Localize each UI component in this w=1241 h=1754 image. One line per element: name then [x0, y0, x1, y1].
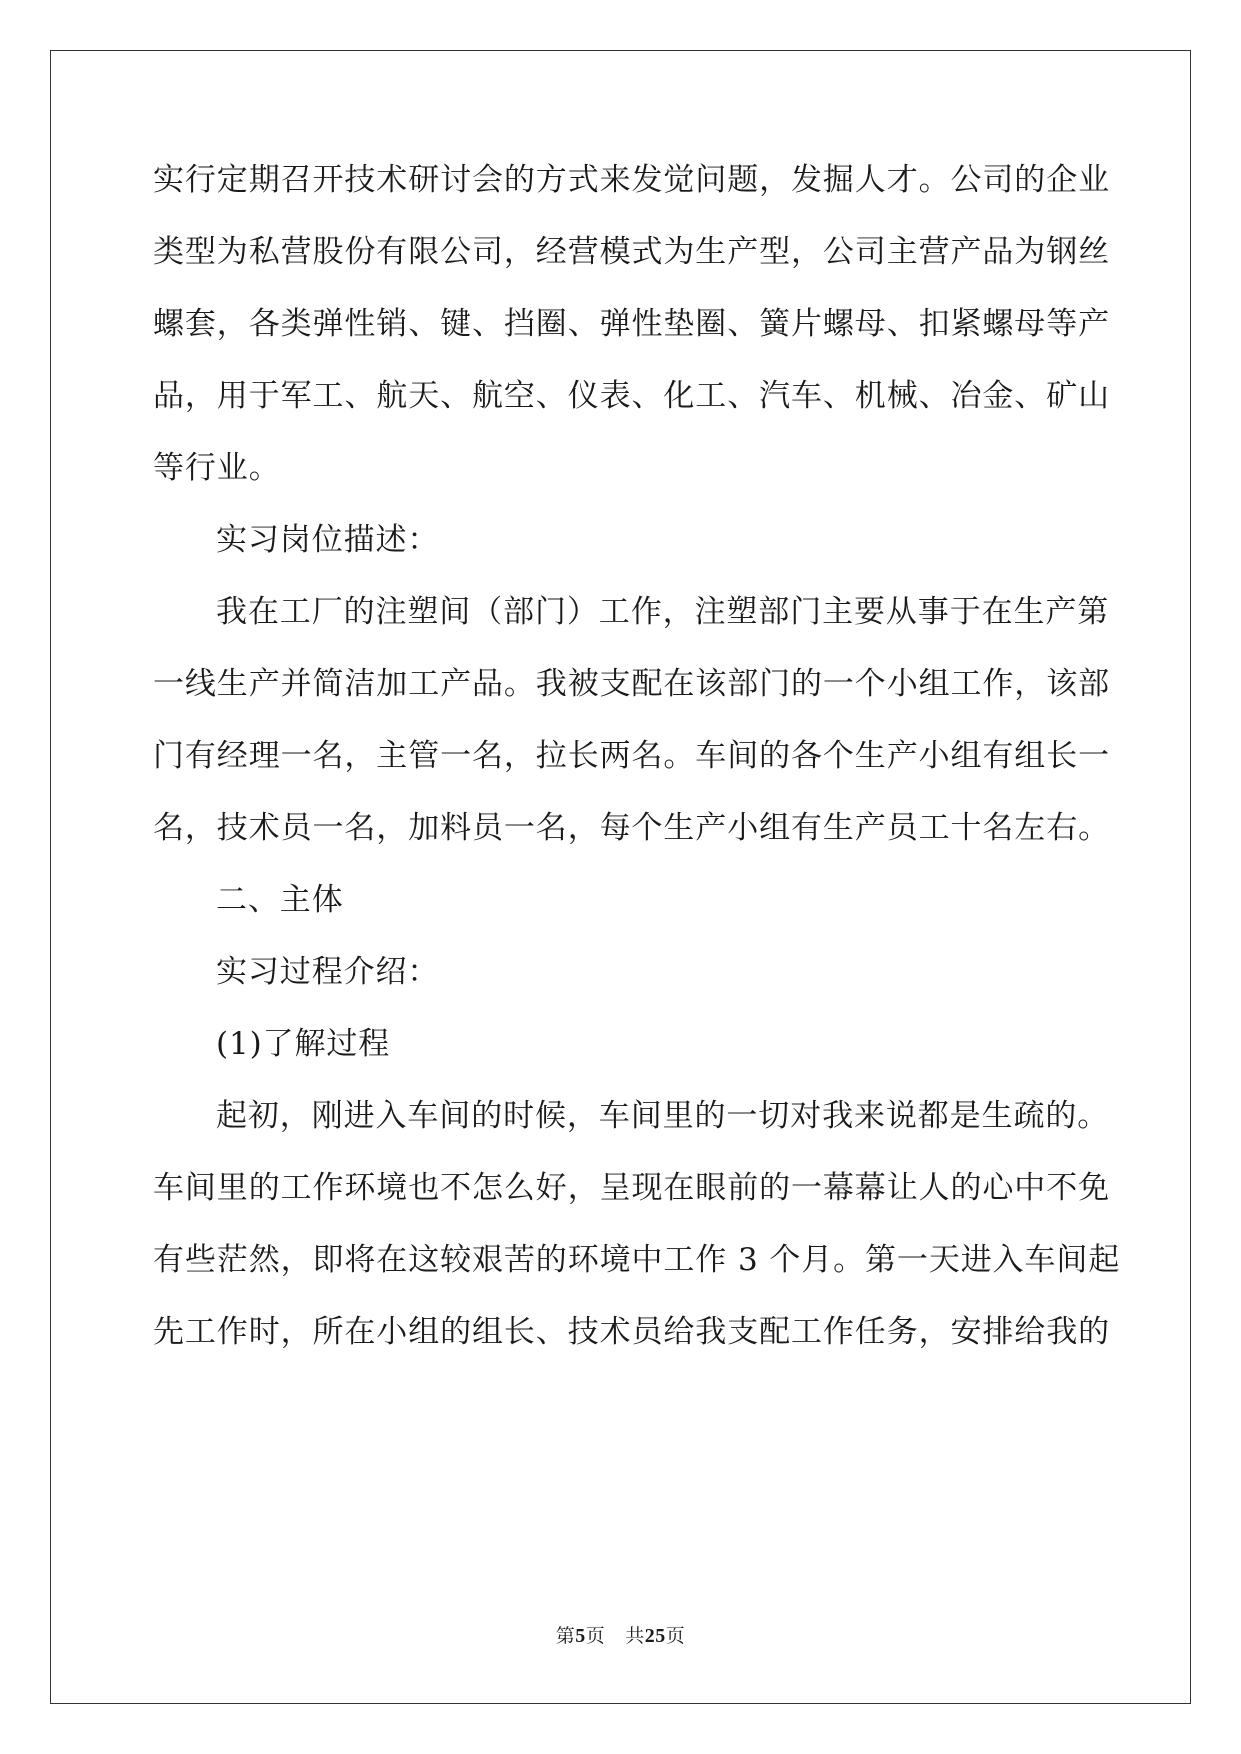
page-footer: [0, 1624, 1241, 1648]
text-line-2: 类型为私营股份有限公司，经营模式为生产型，公司主营产品为钢丝: [153, 234, 1110, 270]
text-line-3: 螺套，各类弹性销、键、挡圈、弹性垫圈、簧片螺母、扣紧螺母等产: [153, 306, 1110, 342]
subsection-heading-understanding-process: (1)了解过程: [216, 1026, 391, 1062]
footer-page-suffix: 页: [585, 1625, 606, 1647]
footer-page-prefix: 第: [555, 1625, 576, 1647]
text-line-7: 我在工厂的注塑间（部门）工作，注塑部门主要从事于在生产第: [216, 594, 1110, 630]
text-line-1: 实行定期召开技术研讨会的方式来发觉问题，发掘人才。公司的企业: [153, 162, 1110, 198]
section-heading-internship-process: 实习过程介绍：: [216, 954, 440, 990]
text-line-16: 有些茫然，即将在这较艰苦的环境中工作 3 个月。第一天进入车间起: [153, 1242, 1121, 1278]
text-line-8: 一线生产并简洁加工产品。我被支配在该部门的一个小组工作，该部: [153, 666, 1110, 702]
text-line-9: 门有经理一名，主管一名，拉长两名。车间的各个生产小组有组长一: [153, 738, 1110, 774]
footer-page-number: 5: [575, 1625, 586, 1647]
footer-total-suffix: 页: [665, 1625, 686, 1647]
section-heading-main-body: 二、主体: [216, 882, 344, 918]
footer-total-prefix: 共: [625, 1625, 645, 1647]
text-line-14: 起初，刚进入车间的时候，车间里的一切对我来说都是生疏的。: [216, 1098, 1110, 1134]
text-line-15: 车间里的工作环境也不怎么好，呈现在眼前的一幕幕让人的心中不免: [153, 1170, 1110, 1206]
section-heading-job-description: 实习岗位描述：: [216, 522, 440, 558]
text-line-17: 先工作时，所在小组的组长、技术员给我支配工作任务，安排给我的: [153, 1314, 1110, 1350]
page-border: [50, 50, 1191, 1704]
footer-total-pages: 25: [644, 1625, 666, 1647]
text-line-5: 等行业。: [153, 450, 281, 486]
text-line-10: 名，技术员一名，加料员一名，每个生产小组有生产员工十名左右。: [153, 810, 1110, 846]
text-line-4: 品，用于军工、航天、航空、仪表、化工、汽车、机械、冶金、矿山: [153, 378, 1110, 414]
